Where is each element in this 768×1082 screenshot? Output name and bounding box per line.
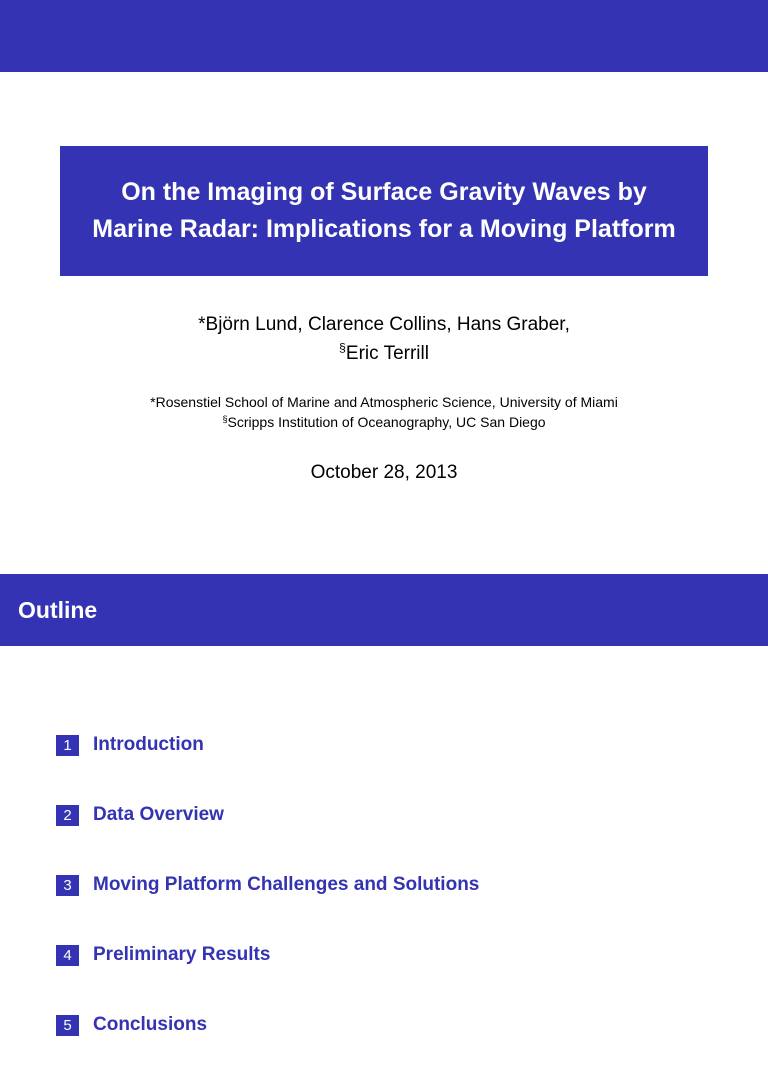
toc-number-badge: 3 [56, 875, 79, 896]
toc-item-introduction[interactable] [56, 732, 479, 802]
author-name: Eric Terrill [345, 343, 429, 364]
toc-number-badge: 5 [56, 1015, 79, 1036]
affiliation-2-line [0, 412, 768, 432]
outline-header-bar [0, 574, 768, 646]
toc-item-moving-platform[interactable] [56, 872, 479, 942]
affiliation-2: Scripps Institution of Oceanography, UC San Diego [227, 414, 546, 430]
toc-item-label[interactable]: Preliminary Results [93, 944, 271, 965]
slide-header-bar [0, 0, 768, 72]
toc-number-badge: 4 [56, 945, 79, 966]
toc-number-badge: 1 [56, 735, 79, 756]
affiliations-block [0, 392, 768, 432]
presentation-date: October 28, 2013 [310, 462, 458, 483]
toc-item-label[interactable]: Data Overview [93, 804, 224, 825]
presentation-title-box [60, 146, 708, 276]
authors-line-1: *Björn Lund, Clarence Collins, Hans Graber, [198, 314, 570, 335]
affiliation-1: *Rosenstiel School of Marine and Atmospheric Science, University of Miami [150, 394, 618, 410]
toc-item-label[interactable]: Introduction [93, 734, 204, 755]
authors-line-2 [0, 339, 768, 368]
toc-item-conclusions[interactable] [56, 1012, 479, 1082]
outline-heading: Outline [18, 596, 98, 623]
authors-block [0, 310, 768, 368]
presentation-title: On the Imaging of Surface Gravity Waves by Marine Radar: Implications for a Moving Platform [92, 178, 676, 243]
toc-item-label[interactable]: Moving Platform Challenges and Solutions [93, 874, 480, 895]
outline-slide [0, 574, 768, 1035]
toc-number-badge: 2 [56, 805, 79, 826]
toc-item-preliminary-results[interactable] [56, 942, 479, 1012]
table-of-contents [56, 732, 479, 1082]
author-affiliation-mark: § [339, 341, 346, 356]
toc-item-label[interactable]: Conclusions [93, 1014, 208, 1035]
toc-item-data-overview[interactable] [56, 802, 479, 872]
affiliation-mark: § [222, 414, 228, 424]
